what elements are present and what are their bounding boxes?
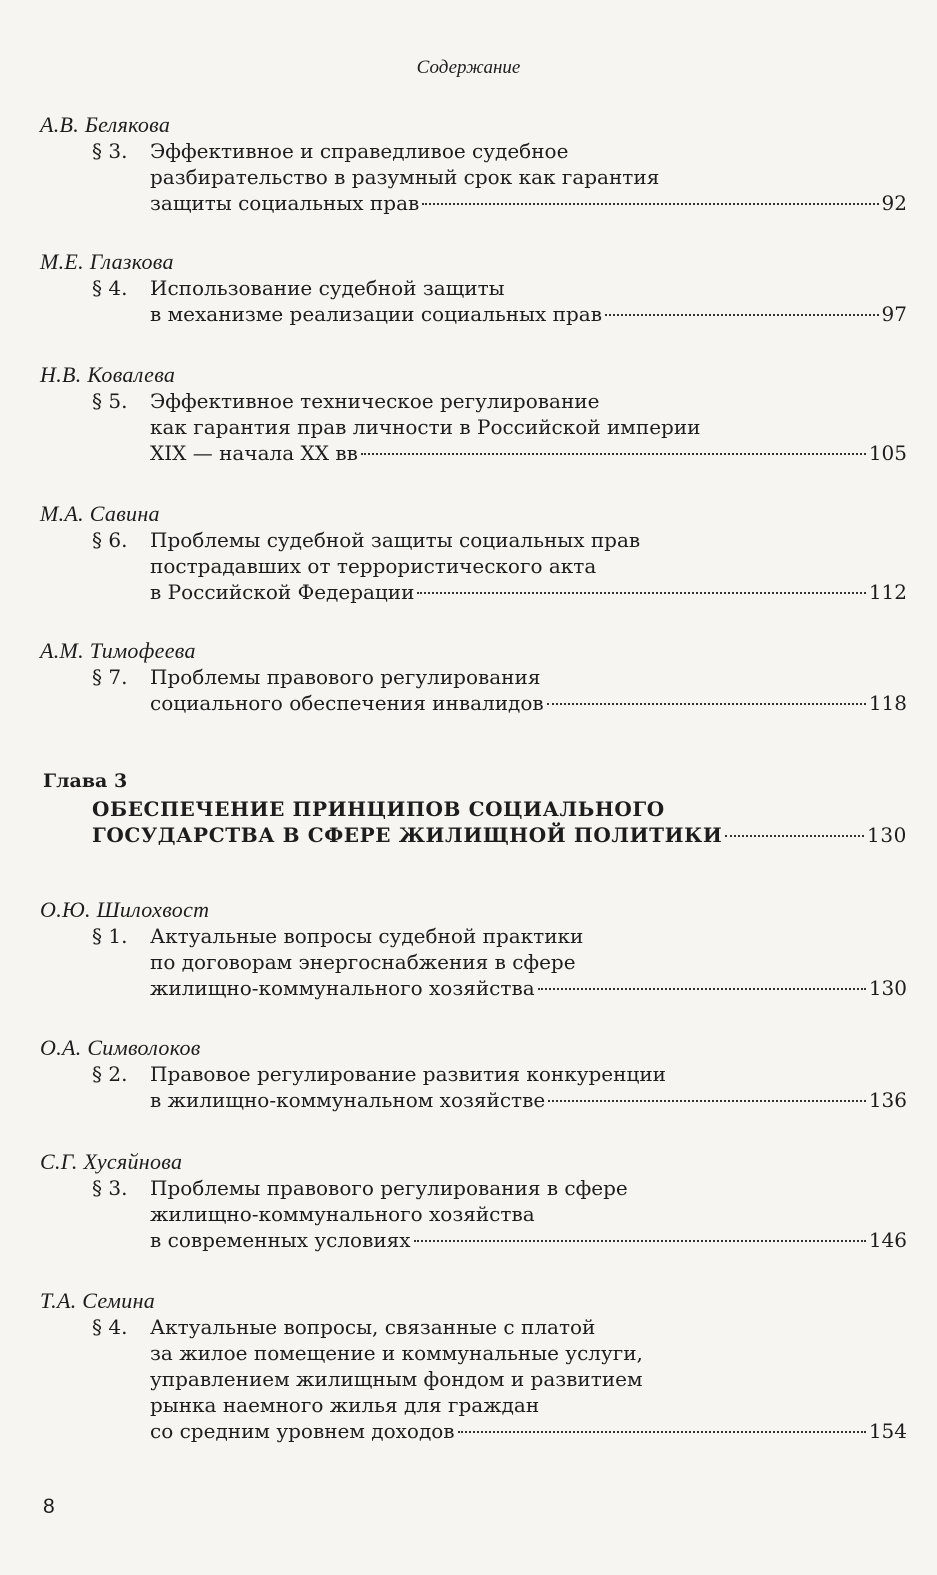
toc-entry-line (92, 1366, 907, 1392)
toc-entry-line (92, 1314, 907, 1340)
toc-entry[interactable] (92, 1175, 907, 1253)
section-title-text: в современных условиях (150, 1228, 411, 1252)
section-title-text: Актуальные вопросы судебной практики (150, 924, 584, 948)
section-title-text: Правовое регулирование развития конкуренции (150, 1062, 666, 1086)
section-title-text: в механизме реализации социальных прав (150, 302, 602, 326)
page-number: 92 (881, 191, 907, 215)
toc-entry-line (92, 1392, 907, 1418)
toc-entry-line (92, 690, 907, 716)
section-number: § 3. (92, 139, 128, 163)
dot-leader (725, 835, 864, 837)
author-name: М.Е. Глазкова (40, 249, 174, 274)
toc-entry-line (92, 949, 907, 975)
page-number: 136 (868, 1088, 907, 1112)
page-number: 130 (868, 976, 907, 1000)
page-number: 112 (868, 580, 907, 604)
toc-entry[interactable] (92, 275, 907, 327)
section-title-text: рынка наемного жилья для граждан (150, 1393, 540, 1417)
dot-leader (538, 988, 866, 990)
toc-entry-line (92, 1087, 907, 1113)
toc-entry[interactable] (92, 664, 907, 716)
toc-entry[interactable] (92, 1061, 907, 1113)
section-title-text: Проблемы правового регулирования (150, 665, 541, 689)
section-title-text: по договорам энергоснабжения в сфере (150, 950, 576, 974)
section-number: § 7. (92, 665, 128, 689)
section-title-text: Эффективное и справедливое судебное (150, 139, 569, 163)
section-title-text: как гарантия прав личности в Российской империи (150, 415, 701, 439)
toc-entry-line (92, 1175, 907, 1201)
toc-entry-line (92, 138, 907, 164)
page-number: 154 (868, 1419, 907, 1443)
section-title-text: пострадавших от террористического акта (150, 554, 597, 578)
section-number: § 5. (92, 389, 128, 413)
section-title-text: защиты социальных прав (150, 191, 420, 215)
chapter-title (92, 796, 907, 848)
author-name: М.А. Савина (40, 501, 160, 526)
section-title-text: жилищно-коммунального хозяйства (150, 1202, 535, 1226)
toc-entry[interactable] (92, 138, 907, 216)
page-number: 118 (868, 691, 907, 715)
chapter-title-text: ГОСУДАРСТВА В СФЕРЕ ЖИЛИЩНОЙ ПОЛИТИКИ (92, 823, 723, 847)
toc-entry-line (92, 190, 907, 216)
running-head: Содержание (416, 57, 521, 78)
toc-entry-line (92, 164, 907, 190)
section-number: § 2. (92, 1062, 128, 1086)
toc-entry-line (92, 975, 907, 1001)
author-name: О.Ю. Шилохвост (40, 897, 210, 922)
author-name: С.Г. Хусяйнова (40, 1149, 183, 1174)
dot-leader (547, 703, 866, 705)
section-title-text: в Российской Федерации (150, 580, 415, 604)
section-title-text: за жилое помещение и коммунальные услуги, (150, 1341, 643, 1365)
section-number: § 4. (92, 276, 128, 300)
toc-entry[interactable] (92, 923, 907, 1001)
author-name: А.В. Белякова (40, 112, 171, 137)
chapter-label: Глава 3 (43, 770, 128, 792)
dot-leader (548, 1100, 866, 1102)
toc-entry-line (92, 579, 907, 605)
toc-entry-line (92, 1201, 907, 1227)
toc-entry-line (92, 1418, 907, 1444)
author-name: Т.А. Семина (40, 1288, 156, 1313)
author-name: О.А. Символоков (40, 1035, 201, 1060)
toc-entry[interactable] (92, 527, 907, 605)
dot-leader (605, 314, 879, 316)
toc-entry-line (92, 440, 907, 466)
toc-entry-line (92, 553, 907, 579)
section-title-text: XIX — начала XX вв (150, 441, 358, 465)
dot-leader (361, 453, 866, 455)
toc-entry-line (92, 664, 907, 690)
toc-entry-line (92, 1340, 907, 1366)
folio: 8 (43, 1495, 55, 1518)
toc-entry-line (92, 1061, 907, 1087)
section-title-text: Использование судебной защиты (150, 276, 505, 300)
dot-leader (458, 1431, 866, 1433)
section-title-text: разбирательство в разумный срок как гарантия (150, 165, 660, 189)
dot-leader (414, 1240, 866, 1242)
toc-entry-line (92, 414, 907, 440)
page-number: 130 (867, 823, 907, 847)
section-title-text: управлением жилищным фондом и развитием (150, 1367, 643, 1391)
section-number: § 1. (92, 924, 128, 948)
chapter-title-text: ОБЕСПЕЧЕНИЕ ПРИНЦИПОВ СОЦИАЛЬНОГО (92, 797, 665, 821)
page-number: 97 (881, 302, 907, 326)
author-name: Н.В. Ковалева (40, 362, 176, 387)
section-title-text: Эффективное техническое регулирование (150, 389, 600, 413)
toc-entry-line (92, 527, 907, 553)
dot-leader (417, 592, 865, 594)
author-name: А.М. Тимофеева (40, 638, 196, 663)
chapter-title-line (92, 796, 907, 822)
section-title-text: социального обеспечения инвалидов (150, 691, 544, 715)
section-title-text: Актуальные вопросы, связанные с платой (150, 1315, 596, 1339)
toc-entry[interactable] (92, 1314, 907, 1444)
section-number: § 4. (92, 1315, 128, 1339)
section-number: § 6. (92, 528, 128, 552)
section-title-text: со средним уровнем доходов (150, 1419, 455, 1443)
toc-entry[interactable] (92, 388, 907, 466)
page-number: 146 (868, 1228, 907, 1252)
section-title-text: жилищно-коммунального хозяйства (150, 976, 535, 1000)
toc-entry-line (92, 1227, 907, 1253)
section-title-text: Проблемы правового регулирования в сфере (150, 1176, 628, 1200)
toc-entry-line (92, 923, 907, 949)
toc-entry-line (92, 275, 907, 301)
toc-entry-line (92, 388, 907, 414)
toc-entry-line (92, 301, 907, 327)
dot-leader (422, 203, 878, 205)
chapter-title-line (92, 822, 907, 848)
section-title-text: Проблемы судебной защиты социальных прав (150, 528, 641, 552)
page-number: 105 (868, 441, 907, 465)
section-number: § 3. (92, 1176, 128, 1200)
section-title-text: в жилищно-коммунальном хозяйстве (150, 1088, 546, 1112)
